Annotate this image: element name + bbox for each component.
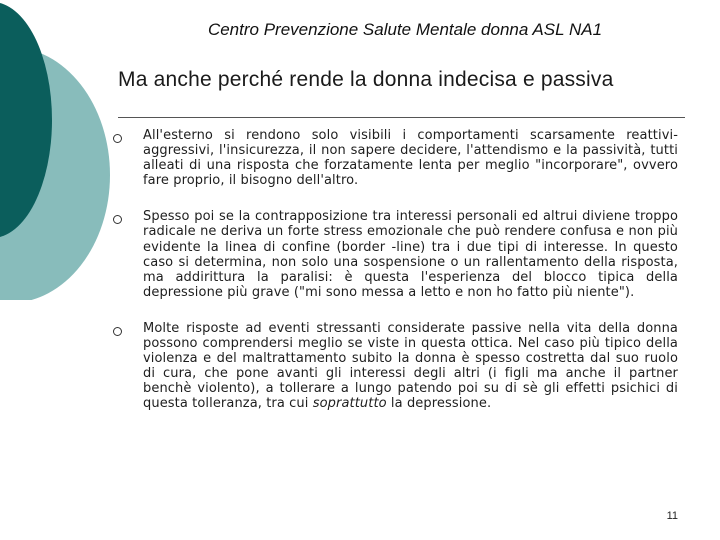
title-divider (118, 117, 685, 118)
slide-header: Centro Prevenzione Salute Mentale donna ASL NA1 (207, 20, 603, 39)
bullet-text-part: la depressione. (386, 396, 492, 412)
bullet-text-part: Molte risposte ad eventi stressanti considerate passive nella vita della donna possono comprendersi meglio se viste in questa ottica. Nel caso più tipico della violenza e del maltrattamento subito la donna è spesso costretta dal suo ruolo di cura, che pone avanti gli interessi degli altri (i figli ma anche il partner benchè violento), a tollerare a lungo patendo poi su di sè gli effetti psichici di questa tolleranza, tra cui (143, 320, 678, 412)
bullet-text-emphasis: soprattutto (312, 396, 387, 412)
dark-teal-circle (0, 2, 52, 238)
bullet-text (143, 321, 678, 412)
bullet-text: All'esterno si rendono solo visibili i comportamenti scarsamente reattivi-aggressivi, l'insicurezza, il non sapere decidere, l'attendismo e la passività, tutti alleati di una risposta che forzatamente lenta per meglio "incorporare", ovvero fare proprio, il bisogno dell'altro. (143, 128, 678, 189)
light-teal-circle (0, 47, 110, 300)
bullet-item (110, 321, 678, 412)
corner-decoration (0, 0, 120, 300)
slide-title: Ma anche perché rende la donna indecisa e passiva (118, 68, 614, 91)
page-number: 11 (666, 510, 678, 522)
bullet-item (110, 128, 678, 188)
bullet-circle-icon (113, 327, 122, 336)
bullet-circle-icon (113, 215, 122, 224)
bullet-text: Spesso poi se la contrapposizione tra interessi personali ed altrui diviene troppo radicale ne deriva un forte stress emozionale che può rendere confusa e non più evidente la linea di confine (border -line) tra i due tipi di interesse. In questo caso si determina, non solo una sospensione o un rallentamento della risposta, ma addirittura la paralisi: è questa l'esperienza del blocco tipica della depressione più grave ("mi sono messa a letto e non ho fatto più niente"). (143, 209, 678, 300)
bullet-circle-icon (113, 134, 122, 143)
bullet-item (110, 209, 678, 300)
bullet-list (110, 128, 678, 433)
